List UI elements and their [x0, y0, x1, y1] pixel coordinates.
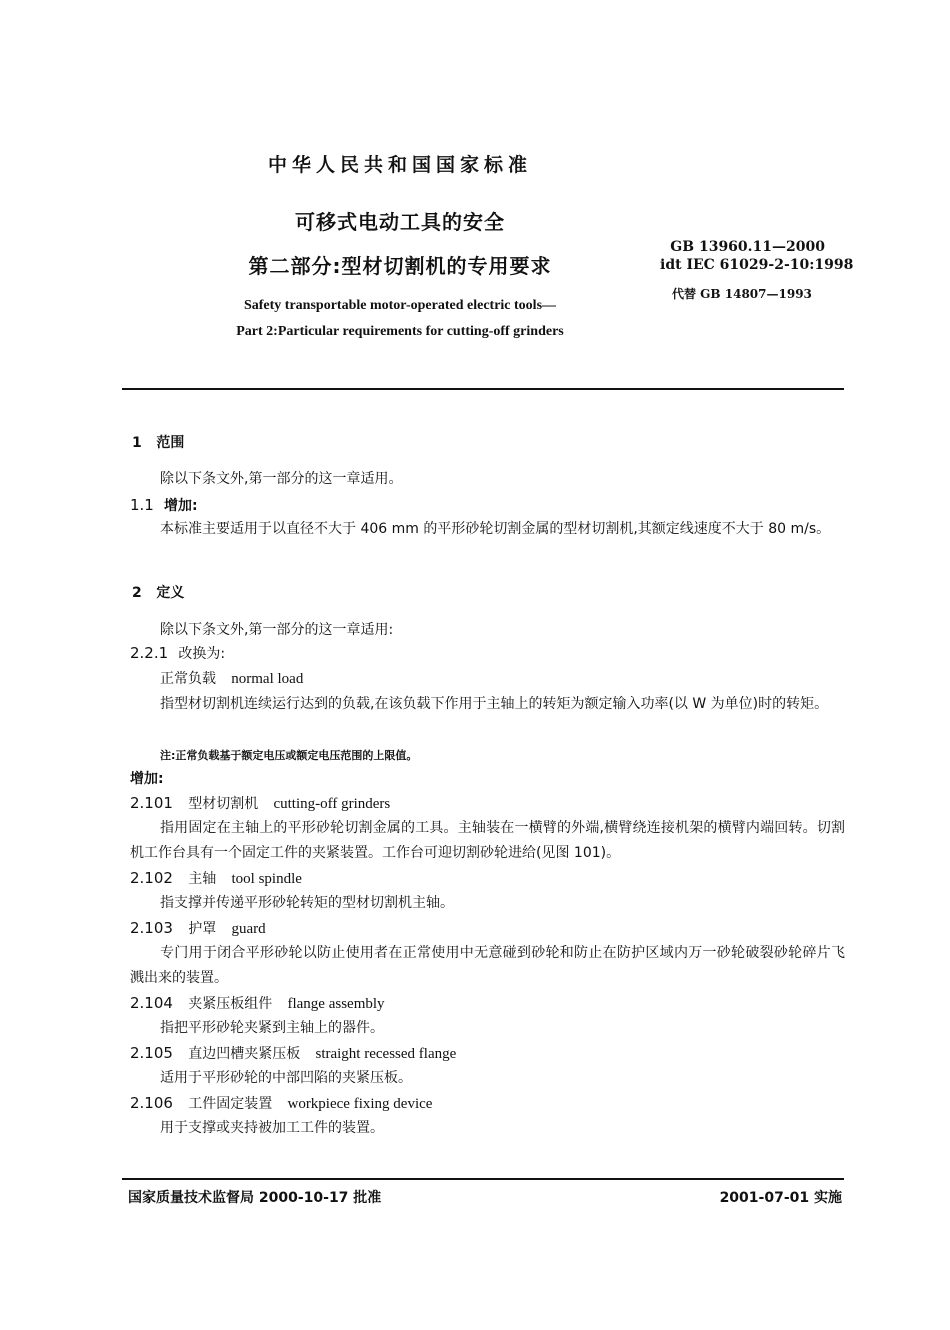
definition-2-103-text: 专门用于闭合平形砂轮以防止使用者在正常使用中无意碰到砂轮和防止在防护区域内万一砂轮破裂砂轮碎片飞溅出来的装置。 [130, 945, 845, 986]
section-1-heading [132, 432, 184, 452]
definition-2-103-heading [130, 918, 266, 938]
header-divider [122, 388, 844, 390]
clause-number: 2.101 [130, 794, 173, 812]
code-idt: idt IEC 61029-2-10:1998 [660, 257, 854, 273]
replaces-note: 代替 GB 14807—1993 [672, 287, 812, 301]
definition-2-104-heading [130, 993, 385, 1013]
definition-2-105-text: 适用于平形砂轮的中部凹陷的夹紧压板。 [160, 1070, 412, 1086]
clause-number: 2.106 [130, 1094, 173, 1112]
note-normal-load: 注:正常负载基于额定电压或额定电压范围的上限值。 [160, 749, 418, 762]
clause-number: 1.1 [130, 496, 154, 514]
effective-date: 2001-07-01 实施 [719, 1190, 842, 1206]
clause-number: 2.2.1 [130, 644, 169, 662]
addition-label: 增加: [130, 771, 164, 787]
section-number: 1 [132, 435, 142, 451]
definition-2-104-text: 指把平形砂轮夹紧到主轴上的器件。 [160, 1020, 384, 1036]
section-1-text: 除以下条文外,第一部分的这一章适用。 [160, 471, 403, 487]
clause-1-1-heading [130, 495, 198, 515]
clause-number: 2.104 [130, 994, 173, 1012]
section-title: 范围 [156, 435, 185, 451]
term-en: cutting-off grinders [273, 796, 391, 812]
clause-number: 2.103 [130, 919, 173, 937]
term-normal-load-definition: 指型材切割机连续运行达到的负载,在该负载下作用于主轴上的转矩为额定输入功率(以 W 为单位)时的转矩。 [160, 696, 829, 712]
term-zh: 正常负载 [160, 671, 216, 687]
clause-2-2-1-heading [130, 643, 225, 663]
clause-label: 改换为: [178, 646, 226, 662]
term-en: straight recessed flange [315, 1046, 457, 1062]
term-zh: 直边凹槽夹紧压板 [188, 1046, 301, 1062]
section-2-heading [132, 582, 184, 602]
approval-info: 国家质量技术监督局 2000-10-17 批准 [128, 1190, 382, 1206]
footer-divider [122, 1178, 844, 1180]
term-zh: 护罩 [188, 921, 217, 937]
standard-name: 中华人民共和国国家标准 [267, 154, 532, 176]
term-en: guard [231, 921, 266, 937]
term-en: workpiece fixing device [287, 1096, 433, 1112]
clause-number: 2.102 [130, 869, 173, 887]
term-en: tool spindle [231, 871, 302, 887]
title-en-line-2: Part 2:Particular requirements for cutting-off grinders [236, 324, 564, 339]
definition-2-102-heading [130, 868, 302, 888]
title-en-line-1: Safety transportable motor-operated electric tools— [243, 298, 557, 313]
clause-label: 增加: [164, 498, 198, 514]
standard-code [660, 238, 854, 274]
term-en: normal load [231, 671, 304, 687]
clause-number: 2.105 [130, 1044, 173, 1062]
section-title: 定义 [156, 585, 185, 601]
term-zh: 夹紧压板组件 [188, 996, 273, 1012]
term-zh: 型材切割机 [188, 796, 259, 812]
definition-2-101-text: 指用固定在主轴上的平形砂轮切割金属的工具。主轴装在一横臂的外端,横臂绕连接机架的横臂内端回转。切割机工作台具有一个固定工件的夹紧装置。工作台可迎切割砂轮进给(见图 101)。 [130, 820, 845, 861]
term-en: flange assembly [287, 996, 385, 1012]
definition-2-106-text: 用于支撑或夹持被加工工件的装置。 [160, 1120, 384, 1136]
section-number: 2 [132, 585, 142, 601]
definition-2-102-text: 指支撑并传递平形砂轮转矩的型材切割机主轴。 [160, 895, 454, 911]
term-zh: 主轴 [188, 871, 217, 887]
definition-2-101-heading [130, 793, 390, 813]
title-zh-line-2: 第二部分:型材切割机的专用要求 [248, 254, 552, 278]
code-gb: GB 13960.11—2000 [670, 239, 825, 255]
term-zh: 工件固定装置 [188, 1096, 273, 1112]
section-2-text: 除以下条文外,第一部分的这一章适用: [160, 622, 394, 638]
definition-2-106-heading [130, 1093, 432, 1113]
title-zh-line-1: 可移式电动工具的安全 [295, 210, 505, 234]
term-normal-load [160, 668, 303, 688]
clause-1-1-text: 本标准主要适用于以直径不大于 406 mm 的平形砂轮切割金属的型材切割机,其额定线速度不大于 80 m/s。 [160, 521, 831, 537]
definition-2-105-heading [130, 1043, 456, 1063]
